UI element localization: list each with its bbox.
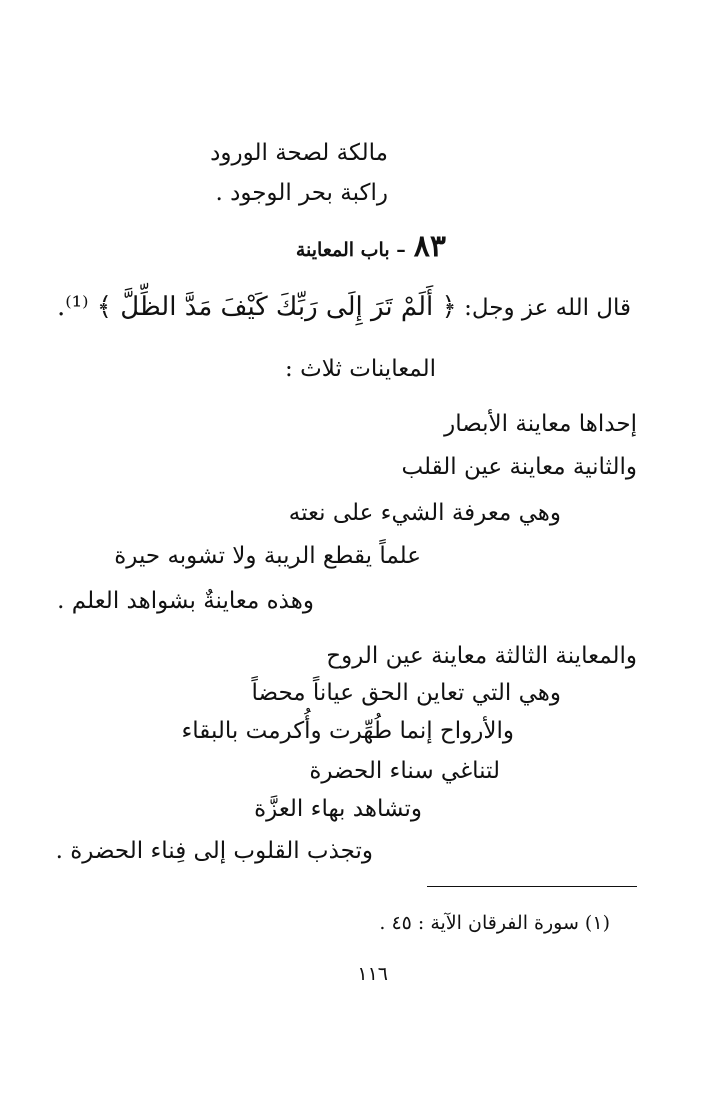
text-line-2: راكبة بحر الوجود . [215,180,388,206]
quote-intro: قال الله عز وجل: [464,295,631,321]
quote-line [57,294,631,320]
text-line-1: مالكة لصحة الورود [210,140,388,166]
text-line-15: وتشاهد بهاء العزَّة [254,796,422,822]
text-line-7: والثانية معاينة عين القلب [401,454,637,480]
chapter-heading [295,229,446,264]
text-line-9: علماً يقطع الريبة ولا تشوبه حيرة [114,543,421,569]
text-line-10: وهذه معاينةٌ بشواهد العلم . [57,588,314,614]
quran-verse: ﴿ أَلَمْ تَرَ إِلَى رَبِّكَ كَيْفَ مَدَّ الظِّلَّ ﴾ ⁽¹⁾. [57,292,457,322]
text-line-13: والأرواح إنما طُهِّرت وأُكرمت بالبقاء [181,718,514,744]
text-line-6: إحداها معاينة الأبصار [444,411,637,437]
chapter-title: – باب المعاينة [295,239,406,261]
text-line-12: وهي التي تعاين الحق عياناً محضاً [251,680,561,706]
text-line-11: والمعاينة الثالثة معاينة عين الروح [326,643,637,669]
text-line-16: وتجذب القلوب إلى فِناء الحضرة . [55,838,373,864]
text-line-14: لتناغي سناء الحضرة [309,758,500,784]
chapter-number: ٨٣ [413,229,446,264]
text-line-8: وهي معرفة الشيء على نعته [288,500,561,526]
page-number: ١١٦ [357,963,388,985]
text-line-5: المعاينات ثلاث : [285,356,436,382]
footnote-divider [427,886,637,887]
footnote: (١) سورة الفرقان الآية : ٤٥ . [379,912,610,934]
